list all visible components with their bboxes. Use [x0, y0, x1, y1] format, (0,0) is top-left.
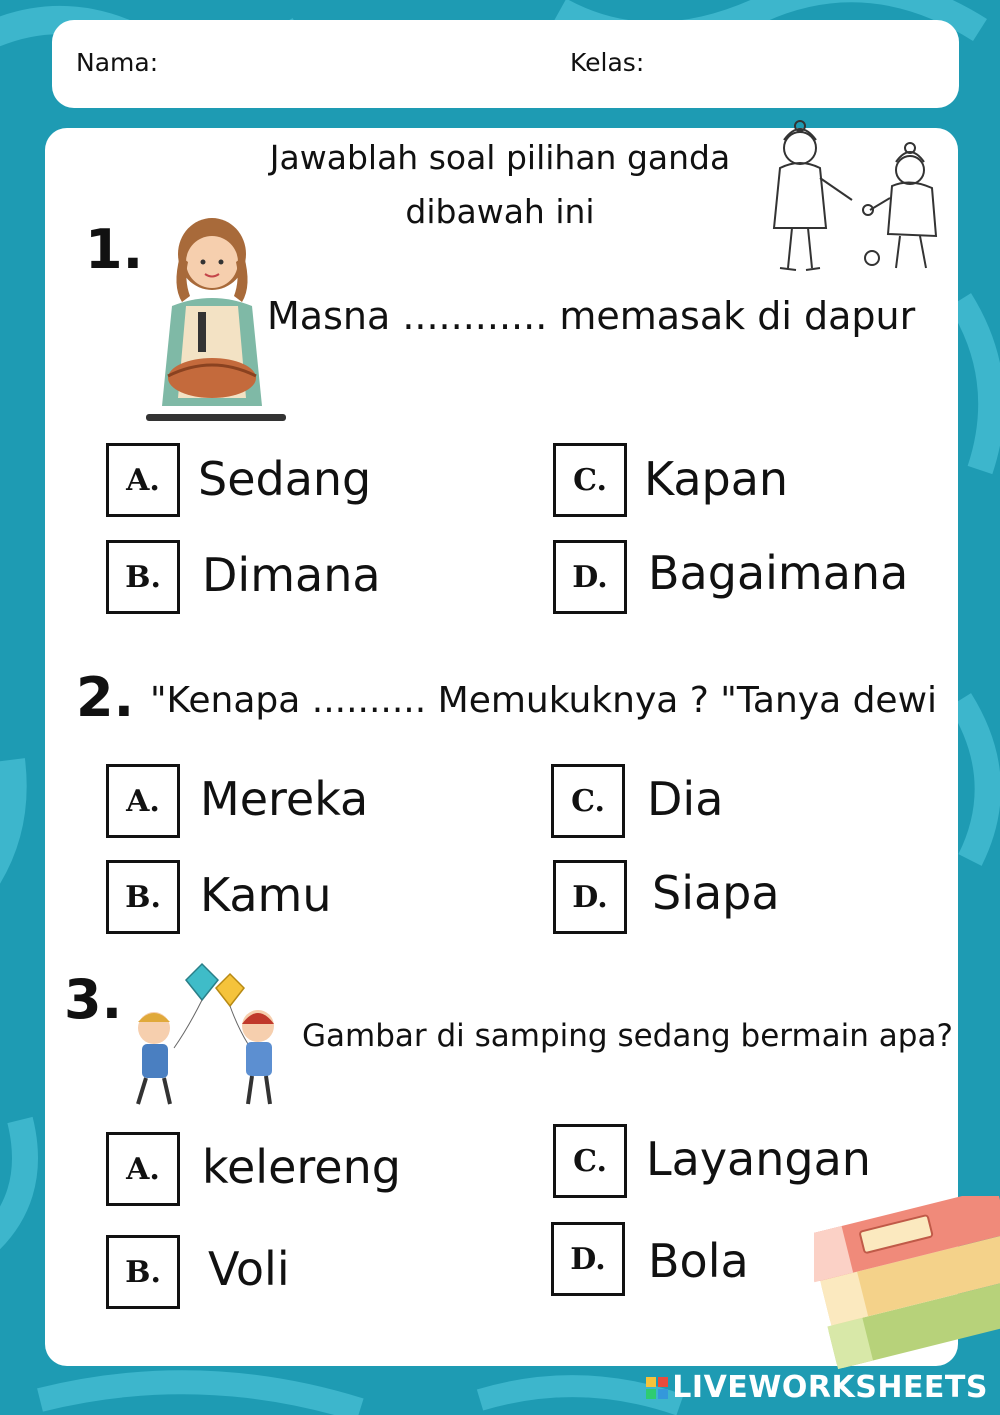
q3-option-c-text[interactable]: Layangan: [646, 1132, 871, 1186]
books-stack-illustration: [814, 1196, 1000, 1376]
q1-option-c-text[interactable]: Kapan: [644, 452, 789, 506]
question-3-text: Gambar di samping sedang bermain apa?: [302, 1018, 953, 1054]
name-label: Nama:: [76, 48, 159, 77]
question-1-text: Masna ............ memasak di dapur: [267, 294, 916, 338]
q3-option-c-box[interactable]: C.: [553, 1124, 627, 1198]
q3-option-a-box[interactable]: A.: [106, 1132, 180, 1206]
q3-option-d-box[interactable]: D.: [551, 1222, 625, 1296]
watermark-text: LIVEWORKSHEETS: [672, 1370, 988, 1405]
question-1-number: 1.: [85, 218, 144, 281]
q1-option-a-text[interactable]: Sedang: [198, 452, 372, 506]
q1-option-d-text[interactable]: Bagaimana: [648, 546, 909, 600]
q3-option-b-text[interactable]: Voli: [208, 1242, 290, 1296]
q2-option-d-text[interactable]: Siapa: [652, 866, 780, 920]
q1-option-c-box[interactable]: C.: [553, 443, 627, 517]
liveworksheets-logo-icon: [646, 1377, 668, 1399]
question-2-number: 2.: [76, 666, 135, 729]
q1-option-b-box[interactable]: B.: [106, 540, 180, 614]
q2-option-d-box[interactable]: D.: [553, 860, 627, 934]
q1-option-a-box[interactable]: A.: [106, 443, 180, 517]
class-label: Kelas:: [570, 48, 645, 77]
q2-option-a-box[interactable]: A.: [106, 764, 180, 838]
question-3-number: 3.: [64, 968, 123, 1031]
q2-option-a-text[interactable]: Mereka: [200, 772, 369, 826]
liveworksheets-watermark: [646, 1370, 988, 1405]
q1-option-d-box[interactable]: D.: [553, 540, 627, 614]
title-line1: Jawablah soal pilihan ganda: [269, 138, 731, 177]
q1-option-b-text[interactable]: Dimana: [202, 548, 381, 602]
q3-option-d-text[interactable]: Bola: [648, 1234, 749, 1288]
q2-option-b-text[interactable]: Kamu: [200, 868, 332, 922]
q2-option-c-box[interactable]: C.: [551, 764, 625, 838]
q2-option-c-text[interactable]: Dia: [647, 772, 724, 826]
q3-option-b-box[interactable]: B.: [106, 1235, 180, 1309]
title-line2: dibawah ini: [405, 192, 595, 231]
header-card: [52, 20, 959, 108]
winter-kids-illustration: [760, 118, 960, 283]
q3-option-a-text[interactable]: kelereng: [202, 1140, 401, 1194]
question-2-text: "Kenapa .......... Memukuknya ? "Tanya dewi: [150, 680, 938, 721]
kite-kids-illustration: [118, 958, 308, 1118]
q2-option-b-box[interactable]: B.: [106, 860, 180, 934]
